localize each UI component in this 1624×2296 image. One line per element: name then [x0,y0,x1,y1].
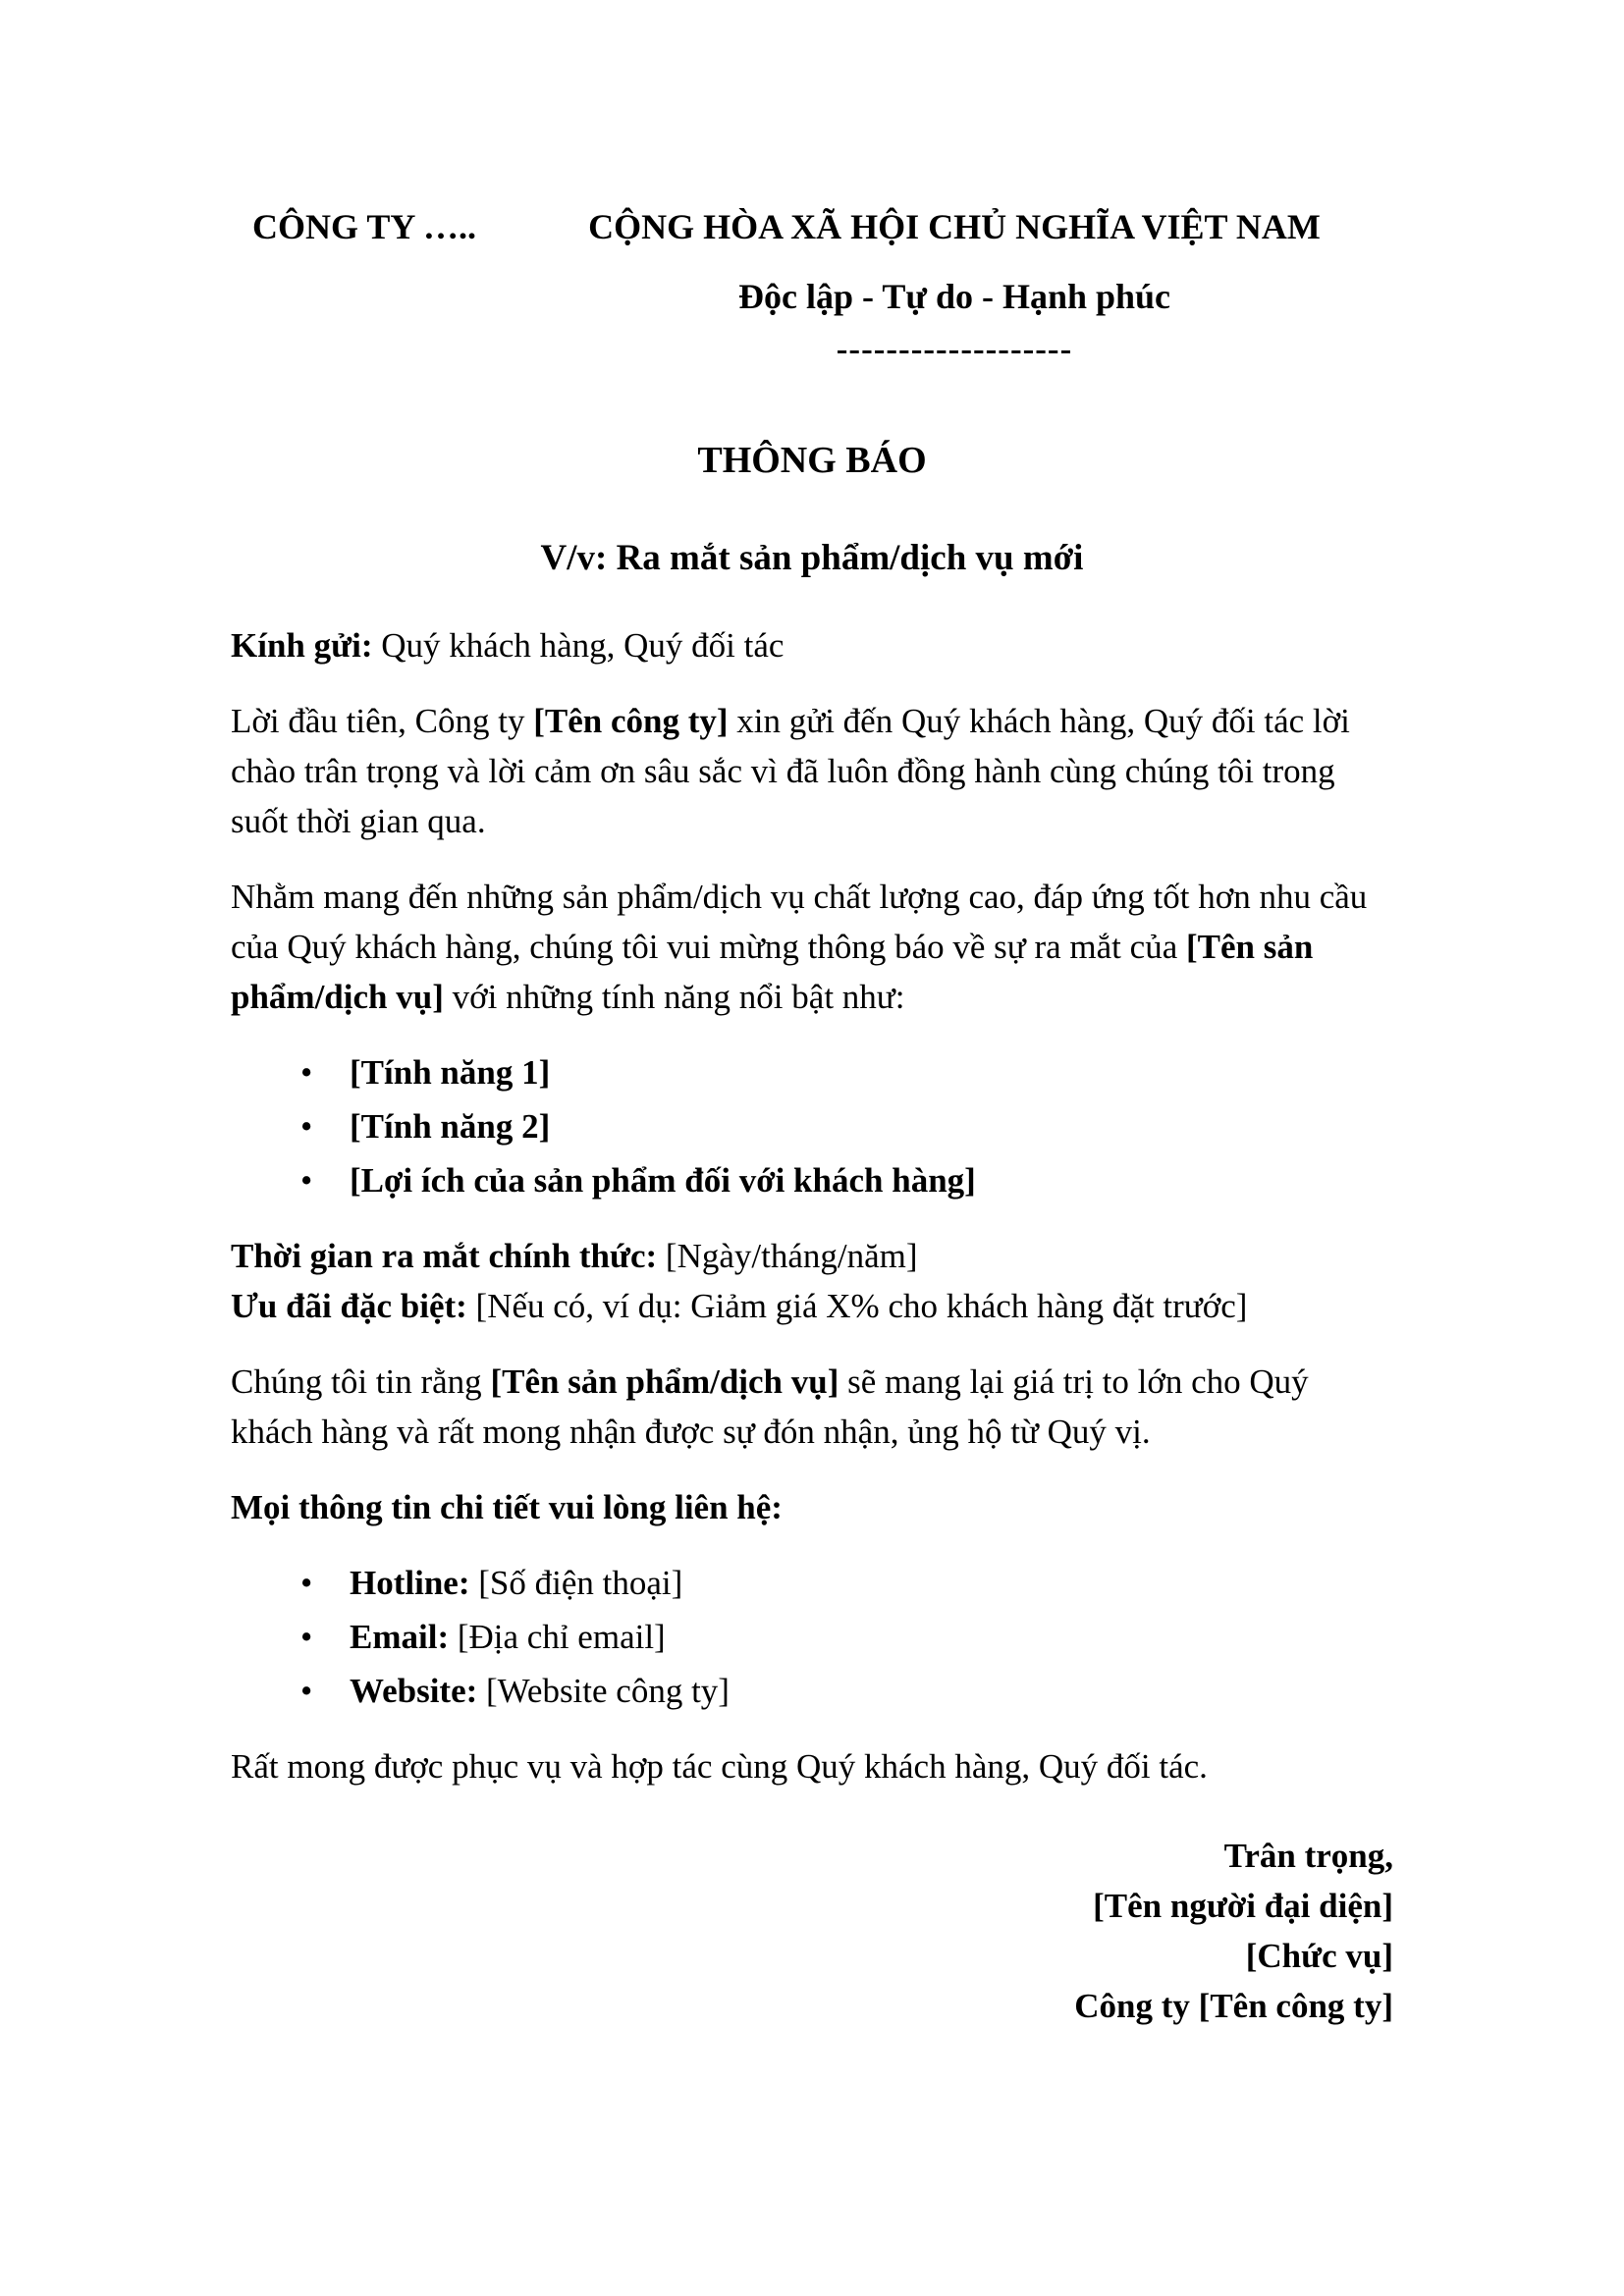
signature-regards: Trân trọng, [1223,1837,1393,1875]
paragraph-announcement [231,872,1393,1022]
contact-value: [Địa chỉ email] [449,1618,666,1656]
document-header [231,202,1393,374]
paragraph-intro [231,696,1393,846]
signature-company-placeholder: Công ty [Tên công ty] [1074,1987,1393,2025]
contact-value: [Website công ty] [477,1672,730,1710]
national-header-block [515,202,1393,374]
product-name-inline-placeholder: [Tên sản phẩm/dịch vụ] [490,1362,839,1401]
contact-item-email [300,1612,1393,1662]
paragraph-confidence [231,1357,1393,1457]
header-divider: ------------------- [836,330,1073,368]
company-name-inline-placeholder: [Tên công ty] [533,702,729,740]
confidence-text-pre: Chúng tôi tin rằng [231,1362,491,1401]
feature-list [231,1047,1393,1205]
intro-text-post: xin gửi đến Quý khách hàng, Quý đối tác lời chào trân trọng và lời cảm ơn sâu sắc vì đã luôn đồng hành cùng chúng tôi trong suốt thời gian qua. [231,702,1350,840]
launch-label: Thời gian ra mắt chính thức: [231,1237,658,1275]
contact-list [231,1558,1393,1716]
feature-item [300,1101,1393,1151]
contact-item-hotline [300,1558,1393,1608]
national-title: CỘNG HÒA XÃ HỘI CHỦ NGHĨA VIỆT NAM [588,207,1321,246]
promo-label: Ưu đãi đặc biệt: [231,1287,467,1325]
contact-heading: Mọi thông tin chi tiết vui lòng liên hệ: [231,1488,783,1526]
feature-text: [Lợi ích của sản phẩm đối với khách hàng] [350,1161,976,1200]
document-title: THÔNG BÁO [697,440,927,481]
salutation-text: Quý khách hàng, Quý đối tác [372,626,785,665]
feature-text: [Tính năng 1] [350,1053,551,1092]
contact-label: Hotline: [350,1564,470,1602]
intro-text-pre: Lời đầu tiên, Công ty [231,702,534,740]
confidence-text-post: sẽ mang lại giá trị to lớn cho Quý khách hàng và rất mong nhận được sự đón nhận, ủng hộ từ Quý vị. [231,1362,1309,1451]
launch-and-promo-block [231,1231,1393,1331]
closing-paragraph: Rất mong được phục vụ và hợp tác cùng Quý khách hàng, Quý đối tác. [231,1747,1208,1786]
feature-item [300,1155,1393,1205]
feature-text: [Tính năng 2] [350,1107,551,1146]
announcement-text-post: với những tính năng nổi bật như: [443,978,905,1016]
contact-item-website [300,1666,1393,1716]
company-name-placeholder: CÔNG TY ….. [252,207,477,246]
promo-value: [Nếu có, ví dụ: Giảm giá X% cho khách hàng đặt trước] [466,1287,1248,1325]
product-name-inline-placeholder: [Tên sản phẩm/dịch vụ] [231,928,1314,1016]
salutation-label: Kính gửi: [231,626,373,665]
launch-line [231,1231,1393,1281]
signature-block [231,1831,1393,2031]
signature-representative-placeholder: [Tên người đại diện] [1093,1887,1393,1925]
salutation-line [231,620,1393,670]
announcement-text-pre: Nhằm mang đến những sản phẩm/dịch vụ chất lượng cao, đáp ứng tốt hơn nhu cầu của Quý khách hàng, chúng tôi vui mừng thông báo về sự ra mắt của [231,878,1368,966]
contact-label: Website: [350,1672,478,1710]
national-motto: Độc lập - Tự do - Hạnh phúc [737,277,1171,316]
contact-value: [Số điện thoại] [469,1564,683,1602]
launch-value: [Ngày/tháng/năm] [657,1237,918,1275]
signature-position-placeholder: [Chức vụ] [1245,1937,1393,1975]
promo-line [231,1281,1393,1331]
contact-label: Email: [350,1618,450,1656]
document-subject: V/v: Ra mắt sản phẩm/dịch vụ mới [540,538,1084,578]
feature-item [300,1047,1393,1097]
